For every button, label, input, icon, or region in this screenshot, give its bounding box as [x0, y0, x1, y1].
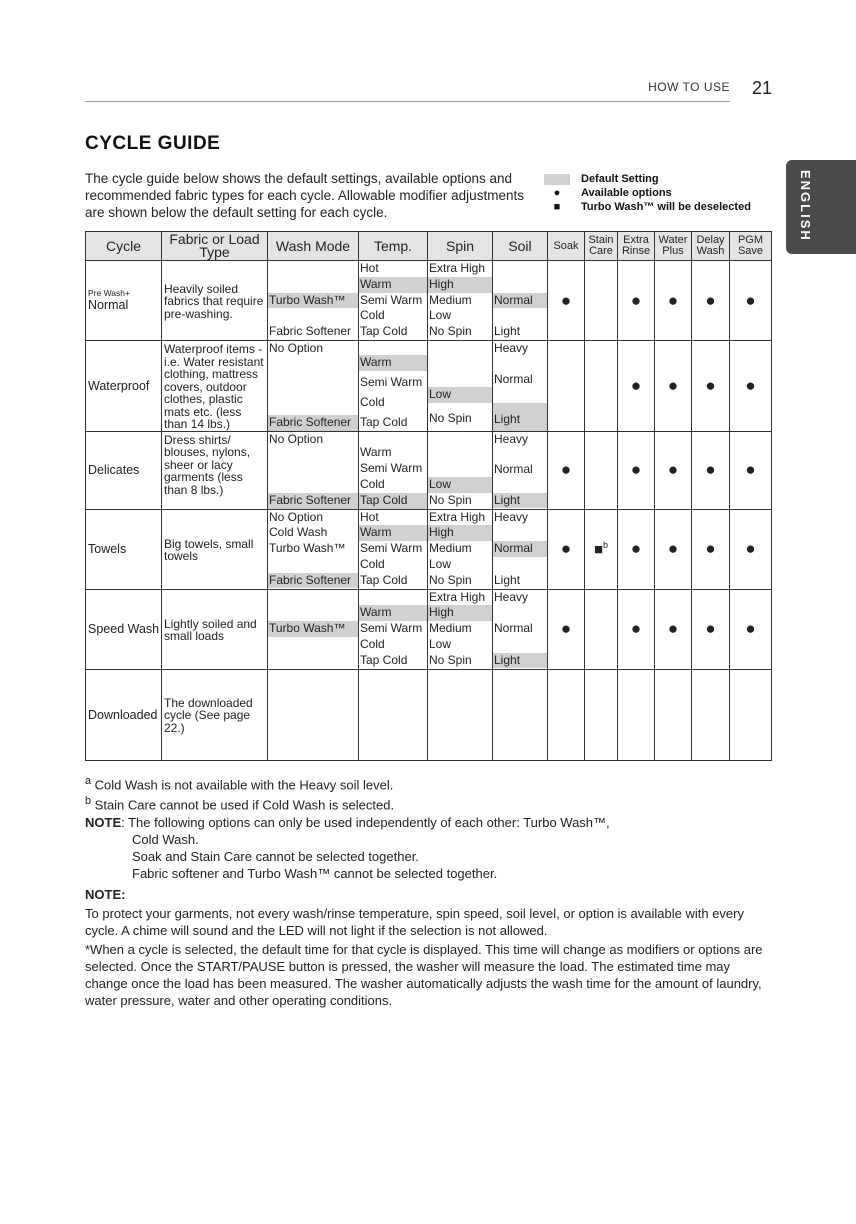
- wash-mode-cell: No Option Fabric Softener: [268, 431, 359, 509]
- col-stain-care: Stain Care: [585, 232, 618, 261]
- cycle-name: Downloaded: [86, 669, 162, 760]
- wash-mode-cell: No Option Fabric Softener: [268, 341, 359, 432]
- note-paragraph-time: *When a cycle is selected, the default time for that cycle is displayed. This time will change as modifiers or options are selected. Once the START/PAUSE button is pressed, the washer will measure the load. The estimated time may change once the load has been measured. The washer automatically adjusts the wash time for the amount of laundry, water pressure, water and other operating conditions.: [85, 941, 763, 1008]
- water-plus-dot-icon: ●: [655, 431, 692, 509]
- soil-cell: Heavy Normal Light: [493, 341, 548, 432]
- water-plus-dot-icon: ●: [655, 589, 692, 669]
- legend-default: Default Setting: [581, 173, 659, 185]
- pgm-save-dot-icon: ●: [730, 261, 772, 341]
- temp-cell: Hot Warm Semi Warm Cold Tap Cold: [359, 509, 428, 589]
- temp-cell: Hot Warm Semi Warm Cold Tap Cold: [359, 261, 428, 341]
- soak-cell: [548, 341, 585, 432]
- delay-wash-dot-icon: ●: [692, 431, 730, 509]
- delay-wash-dot-icon: ●: [692, 341, 730, 432]
- cycle-name: Pre Wash+ Normal: [86, 261, 162, 341]
- footnote-b: $^b$ Stain Care cannot be used if Cold Wash is selected.: [85, 795, 395, 813]
- stain-care-cell: [585, 261, 618, 341]
- footnote-a: $^a$ Cold Wash is not available with the Heavy soil level.: [85, 775, 394, 793]
- soil-cell: Heavy Normal Light: [493, 509, 548, 589]
- soak-dot-icon: ●: [548, 431, 585, 509]
- spin-cell: Low No Spin: [428, 431, 493, 509]
- available-option-dot-icon: ●: [553, 187, 561, 199]
- language-tab: [786, 160, 856, 254]
- stain-care-cell: [585, 431, 618, 509]
- extra-rinse-dot-icon: ●: [618, 431, 655, 509]
- water-plus-dot-icon: ●: [655, 261, 692, 341]
- soil-cell: Heavy Normal Light: [493, 431, 548, 509]
- col-spin: Spin: [428, 232, 493, 261]
- pgm-save-dot-icon: ●: [730, 589, 772, 669]
- water-plus-dot-icon: ●: [655, 341, 692, 432]
- water-plus-dot-icon: ●: [655, 509, 692, 589]
- extra-rinse-dot-icon: ●: [618, 261, 655, 341]
- legend-available: Available options: [581, 187, 672, 199]
- extra-rinse-dot-icon: ●: [618, 509, 655, 589]
- table-row: [86, 341, 772, 432]
- col-pgm-save: PGM Save: [730, 232, 772, 261]
- note-heading: NOTE:: [85, 886, 126, 902]
- language-tab-label: ENGLISH: [798, 170, 813, 242]
- soak-dot-icon: ●: [548, 261, 585, 341]
- fabric-type: Lightly soiled and small loads: [162, 589, 268, 669]
- table-row: [86, 509, 772, 589]
- soil-cell: Heavy Normal Light: [493, 589, 548, 669]
- cycle-name: Waterproof: [86, 341, 162, 432]
- fabric-type: Waterproof items - i.e. Water resistant clothing, mattress covers, outdoor clothes, plastic mats etc. (less than 14 lbs.): [162, 341, 268, 432]
- legend: [543, 172, 751, 214]
- delay-wash-dot-icon: ●: [692, 509, 730, 589]
- table-header-row: [86, 232, 772, 261]
- cycle-name: Speed Wash: [86, 589, 162, 669]
- extra-rinse-dot-icon: ●: [618, 589, 655, 669]
- note-paragraph: To protect your garments, not every wash/rinse temperature, spin speed, soil level, or option is available with every cycle. A chime will sound and the LED will not light if the selection is not allowed.: [85, 905, 744, 938]
- pgm-save-dot-icon: ●: [730, 509, 772, 589]
- page-title: CYCLE GUIDE: [85, 133, 221, 154]
- delay-wash-dot-icon: ●: [692, 261, 730, 341]
- section-header: HOW TO USE: [648, 80, 730, 94]
- pgm-save-dot-icon: ●: [730, 431, 772, 509]
- note-line: Soak and Stain Care cannot be selected together.: [132, 848, 419, 864]
- table-row: [86, 431, 772, 509]
- pgm-save-dot-icon: ●: [730, 341, 772, 432]
- footnotes: [85, 773, 775, 1009]
- col-soak: Soak: [548, 232, 585, 261]
- legend-turbo: Turbo Wash™ will be deselected: [581, 201, 751, 213]
- note-line: Fabric softener and Turbo Wash™ cannot be selected together.: [132, 865, 498, 881]
- turbo-deselect-square-icon: ■: [553, 201, 561, 213]
- temp-cell: Warm Semi Warm Cold Tap Cold: [359, 589, 428, 669]
- stain-care-cell: [585, 589, 618, 669]
- col-water-plus: Water Plus: [655, 232, 692, 261]
- wash-mode-cell: Turbo Wash™ Fabric Softener: [268, 261, 359, 341]
- col-fabric: Fabric or Load Type: [162, 232, 268, 261]
- delay-wash-dot-icon: ●: [692, 589, 730, 669]
- table-row: [86, 669, 772, 760]
- wash-mode-cell: No Option Cold Wash Turbo Wash™ Fabric Softener: [268, 509, 359, 589]
- col-wash-mode: Wash Mode: [268, 232, 359, 261]
- fabric-type: Big towels, small towels: [162, 509, 268, 589]
- note-line: Cold Wash.: [132, 831, 199, 847]
- stain-care-cell: [585, 341, 618, 432]
- spin-cell: Low No Spin: [428, 341, 493, 432]
- fabric-type: The downloaded cycle (See page 22.): [162, 669, 268, 760]
- spin-cell: Extra High High Medium Low No Spin: [428, 261, 493, 341]
- soak-dot-icon: ●: [548, 589, 585, 669]
- intro-paragraph: The cycle guide below shows the default settings, available options and recommended fabric types for each cycle. Allowable modifier adjustments are shown below the default setting for each cycle.: [85, 171, 524, 220]
- cycle-guide-table: [85, 231, 772, 761]
- col-extra-rinse: Extra Rinse: [618, 232, 655, 261]
- temp-cell: Warm Semi Warm Cold Tap Cold: [359, 431, 428, 509]
- fabric-type: Heavily soiled fabrics that require pre-washing.: [162, 261, 268, 341]
- default-setting-swatch: [544, 174, 570, 185]
- cycle-name: Towels: [86, 509, 162, 589]
- spin-cell: Extra High High Medium Low No Spin: [428, 509, 493, 589]
- col-temp: Temp.: [359, 232, 428, 261]
- header-divider: [85, 101, 730, 102]
- soak-dot-icon: ●: [548, 509, 585, 589]
- temp-cell: Warm Semi Warm Cold Tap Cold: [359, 341, 428, 432]
- page-number: 21: [752, 78, 773, 98]
- col-soil: Soil: [493, 232, 548, 261]
- spin-cell: Extra High High Medium Low No Spin: [428, 589, 493, 669]
- col-cycle: Cycle: [86, 232, 162, 261]
- cycle-name: Delicates: [86, 431, 162, 509]
- table-row: [86, 261, 772, 341]
- extra-rinse-dot-icon: ●: [618, 341, 655, 432]
- soil-cell: Normal Light: [493, 261, 548, 341]
- wash-mode-cell: Turbo Wash™: [268, 589, 359, 669]
- col-delay-wash: Delay Wash: [692, 232, 730, 261]
- fabric-type: Dress shirts/ blouses, nylons, sheer or lacy garments (less than 8 lbs.): [162, 431, 268, 509]
- stain-care-square-icon: ■$^b$: [585, 509, 618, 589]
- table-row: [86, 589, 772, 669]
- note-block: NOTE: The following options can only be used independently of each other: Turbo Wash™,: [85, 814, 610, 830]
